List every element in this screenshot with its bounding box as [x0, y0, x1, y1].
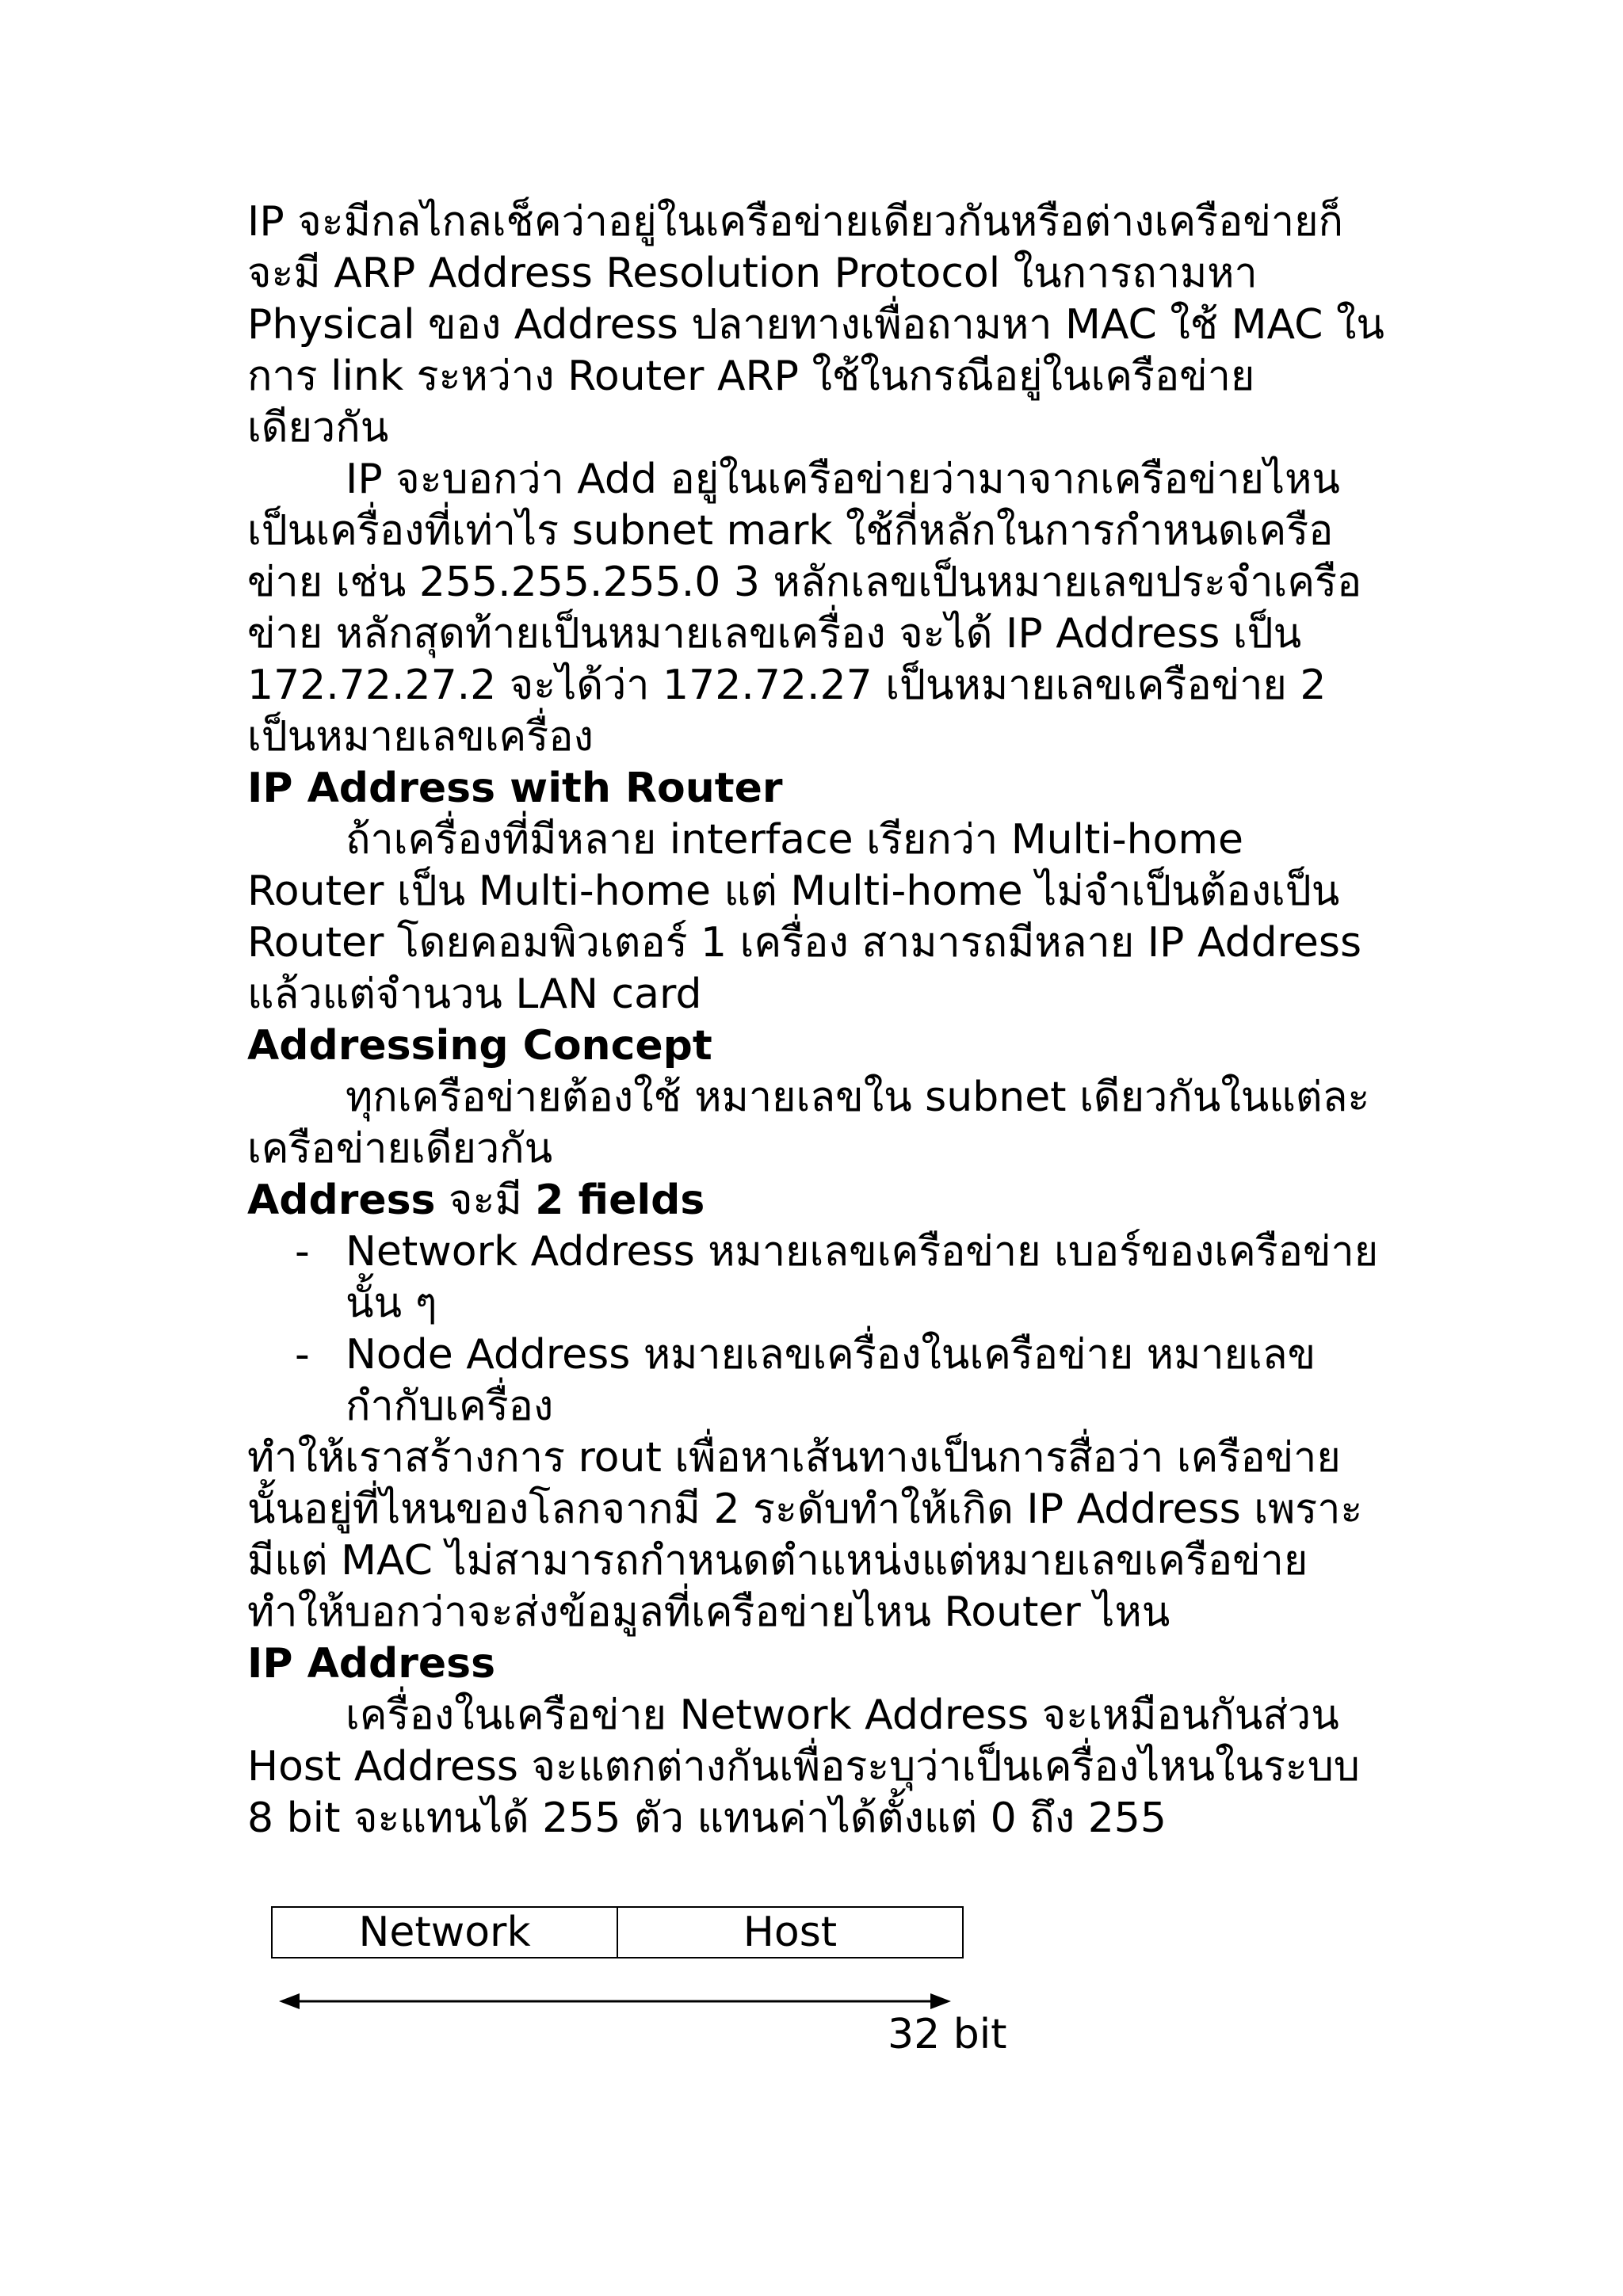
paragraph-arp: IP จะมีกลไกลเช็คว่าอยู่ในเครือข่ายเดียวกันหรือต่างเครือข่ายก็จะมี ARP Address Resolution Protocol ในการถามหา Physical ของ Address ปลายทางเพื่อถามหา MAC ใช้ MAC ในการ link ระหว่าง Router ARP ใช้ในกรณีอยู่ในเครือข่ายเดียวกัน [247, 198, 1384, 452]
heading-address-word: Address [247, 1177, 436, 1224]
arrow-head-left [279, 1993, 300, 2009]
arrow-head-right [930, 1993, 951, 2009]
bullet-dash: - [295, 1228, 310, 1276]
list-item [247, 1329, 1388, 1432]
bullet-dash: - [295, 1331, 310, 1379]
paragraph-subnet-rule: ทุกเครือข่ายต้องใช้ หมายเลขใน subnet เดียวกันในแต่ละเครือข่ายเดียวกัน [247, 1074, 1370, 1173]
list-item [247, 1226, 1388, 1329]
heading-address-connector: จะมี [435, 1177, 536, 1224]
paragraph-routing: ทำให้เราสร้างการ rout เพื่อหาเส้นทางเป็นการสื่อว่า เครือข่ายนั้นอยู่ที่ไหนของโลกจากมี 2 ระดับทำให้เกิด IP Address เพราะมีแต่ MAC ไม่สามารถกำหนดตำแหน่งแต่หมายเลขเครือข่ายทำให้บอกว่าจะส่งข้อมูลที่เครือข่ายไหน Router ไหน [247, 1434, 1363, 1636]
network-cell: Network [358, 1909, 531, 1956]
heading-fields-count: 2 fields [535, 1177, 705, 1224]
address-structure-diagram [271, 1906, 964, 1958]
heading-ip-address-with-router: IP Address with Router [247, 765, 783, 812]
fields-list [247, 1226, 1388, 1432]
bullet-network-address: Network Address หมายเลขเครือข่าย เบอร์ของเครือข่ายนั้น ๆ [346, 1228, 1379, 1327]
heading-ip-address: IP Address [247, 1640, 496, 1688]
heading-addressing-concept: Addressing Concept [247, 1022, 712, 1070]
paragraph-multi-home: ถ้าเครื่องที่มีหลาย interface เรียกว่า Multi-home Router เป็น Multi-home แต่ Multi-home ไม่จำเป็นต้องเป็น Router โดยคอมพิวเตอร์ 1 เครื่อง สามารถมีหลาย IP Address แล้วแต่จำนวน LAN card [247, 816, 1362, 1018]
document-body [247, 196, 1388, 1844]
bit-length-label: 32 bit [888, 2011, 1007, 2058]
host-cell: Host [617, 1908, 962, 1957]
bullet-node-address: Node Address หมายเลขเครื่องในเครือข่าย หมายเลขกำกับเครื่อง [346, 1331, 1316, 1430]
paragraph-subnet: IP จะบอกว่า Add อยู่ในเครือข่ายว่ามาจากเครือข่ายไหนเป็นเครื่องที่เท่าไร subnet mark ใช้กี่หลักในการกำหนดเครือข่าย เช่น 255.255.255.0 3 หลักเลขเป็นหมายเลขประจำเครือข่าย หลักสุดท้ายเป็นหมายเลขเครื่อง จะได้ IP Address เป็น 172.72.27.2 จะได้ว่า 172.72.27 เป็นหมายเลขเครือข่าย 2 เป็นหมายเลขเครื่อง [247, 456, 1362, 761]
heading-address-fields [247, 1175, 1388, 1226]
paragraph-network-host: เครื่องในเครือข่าย Network Address จะเหมือนกันส่วน Host Address จะแตกต่างกันเพื่อระบุว่าเป็นเครื่องไหนในระบบ 8 bit จะแทนได้ 255 ตัว แทนค่าได้ตั้งแต่ 0 ถึง 255 [247, 1691, 1360, 1842]
